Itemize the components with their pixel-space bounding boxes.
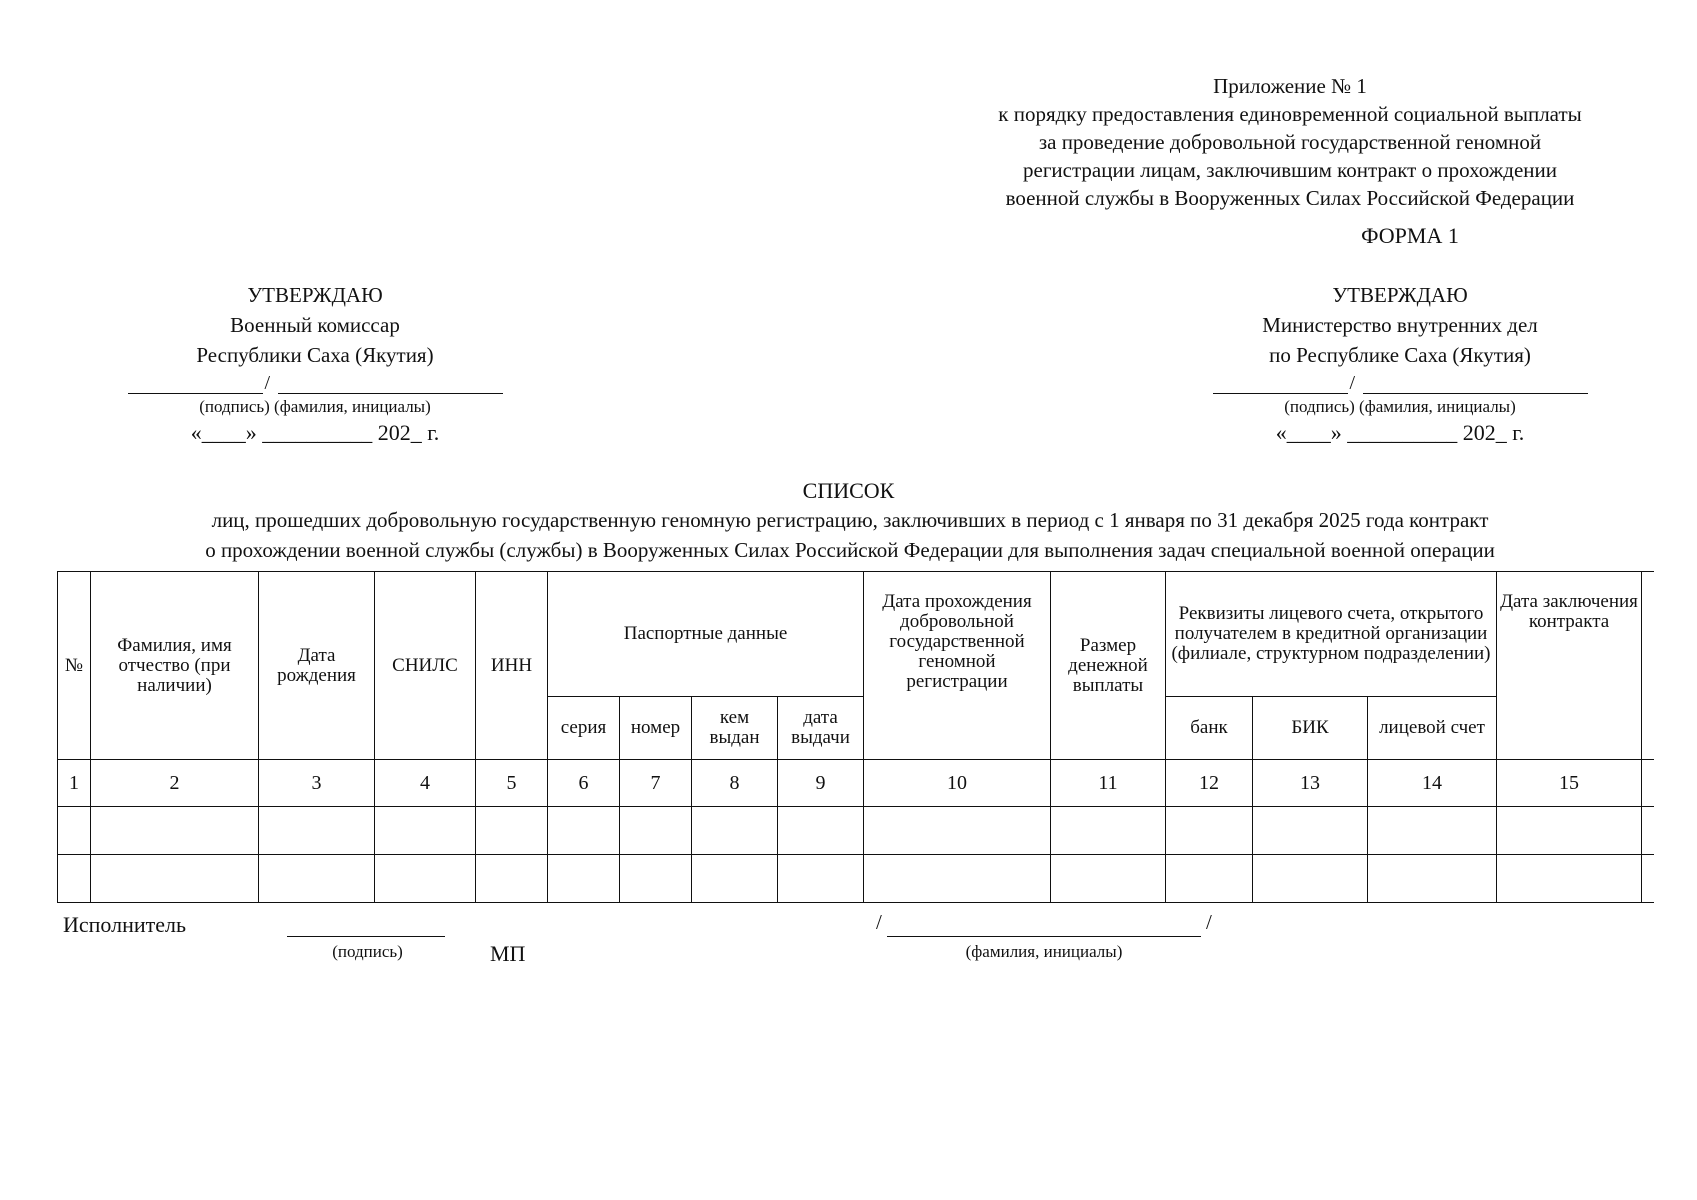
table-cell-extra: [1642, 855, 1654, 903]
col-header-no: №: [58, 572, 91, 760]
column-number: 5: [476, 760, 548, 807]
col-header-account: лицевой счет: [1368, 697, 1497, 760]
executor-signature-caption: (подпись): [332, 942, 403, 961]
col-header-fio: Фамилия, имя отчество (при наличии): [91, 572, 259, 760]
col-header-issue-date: дата выдачи: [778, 697, 864, 760]
stamp-label: МП: [490, 941, 526, 966]
col-header-amount: Размер денежной выплаты: [1051, 572, 1166, 760]
approval-organization: по Республике Саха (Якутия): [1269, 343, 1531, 367]
col-header-inn: ИНН: [476, 572, 548, 760]
table-cell[interactable]: [620, 807, 692, 855]
column-number: 11: [1051, 760, 1166, 807]
col-header-extra: [1642, 572, 1654, 760]
form-label: ФОРМА 1: [1361, 223, 1459, 248]
table-cell[interactable]: [548, 855, 620, 903]
approval-word: УТВЕРЖДАЮ: [1332, 283, 1468, 307]
appendix-line: военной службы в Вооруженных Силах Российской Федерации: [1005, 186, 1575, 210]
col-header-bik: БИК: [1253, 697, 1368, 760]
executor-name-caption: (фамилия, инициалы): [965, 942, 1123, 961]
executor-signature-line[interactable]: [287, 936, 445, 937]
signature-line: /: [1213, 370, 1588, 396]
table-cell[interactable]: [91, 807, 259, 855]
table-cell[interactable]: [692, 807, 778, 855]
approval-position: Министерство внутренних дел: [1262, 313, 1538, 337]
table-cell[interactable]: [1368, 855, 1497, 903]
table-cell[interactable]: [1497, 807, 1642, 855]
appendix-line: Приложение № 1: [1213, 74, 1367, 98]
table-cell[interactable]: [375, 855, 476, 903]
column-number: 14: [1368, 760, 1497, 807]
table-cell[interactable]: [864, 807, 1051, 855]
col-header-passport: Паспортные данные: [548, 572, 864, 697]
col-header-snils: СНИЛС: [375, 572, 476, 760]
approval-organization: Республики Саха (Якутия): [196, 343, 434, 367]
signature-line: /: [128, 370, 503, 396]
table-cell[interactable]: [58, 807, 91, 855]
table-cell[interactable]: [1166, 807, 1253, 855]
table-cell[interactable]: [476, 807, 548, 855]
name-slash: /: [876, 910, 882, 934]
table-cell[interactable]: [1497, 855, 1642, 903]
approval-block-ministry: [1190, 280, 1610, 448]
table-cell[interactable]: [778, 855, 864, 903]
executor-label: Исполнитель: [63, 912, 187, 937]
appendix-line: к порядку предоставления единовременной социальной выплаты: [998, 102, 1582, 126]
column-number: 10: [864, 760, 1051, 807]
signature-caption: (подпись) (фамилия, инициалы): [199, 397, 431, 416]
signature-caption: (подпись) (фамилия, инициалы): [1284, 397, 1516, 416]
appendix-line: регистрации лицам, заключившим контракт о прохождении: [1023, 158, 1557, 182]
col-header-genome-date: Дата прохождения добровольной государственной геномной регистрации: [864, 572, 1051, 760]
table-row: [58, 807, 1654, 855]
table-cell[interactable]: [1166, 855, 1253, 903]
table-cell[interactable]: [1368, 807, 1497, 855]
table-cell[interactable]: [1253, 855, 1368, 903]
column-number: 15: [1497, 760, 1642, 807]
name-slash: /: [1206, 910, 1212, 934]
table-column-numbers-row: [58, 760, 1654, 807]
appendix-header: [900, 72, 1680, 212]
table-cell[interactable]: [58, 855, 91, 903]
table-cell[interactable]: [1051, 855, 1166, 903]
table-cell[interactable]: [375, 807, 476, 855]
table-cell[interactable]: [778, 807, 864, 855]
list-title: СПИСОК: [802, 478, 895, 503]
table-cell[interactable]: [259, 855, 375, 903]
col-header-account-requisites: Реквизиты лицевого счета, открытого получателем в кредитной организации (филиале, структурном подразделении): [1166, 572, 1497, 697]
list-subtitle-line: лиц, прошедших добровольную государственную геномную регистрацию, заключивших в период с 1 января по 31 декабря 2025 года контракт: [211, 508, 1489, 532]
approval-date: «____» __________ 202_ г.: [190, 420, 440, 445]
col-header-birth: Дата рождения: [259, 572, 375, 760]
table-cell[interactable]: [620, 855, 692, 903]
column-number: 13: [1253, 760, 1368, 807]
table-cell[interactable]: [692, 855, 778, 903]
approval-position: Военный комиссар: [230, 313, 400, 337]
appendix-line: за проведение добровольной государственной геномной: [1038, 130, 1542, 154]
col-header-contract-date: Дата заключения контракта: [1497, 572, 1642, 760]
table-cell[interactable]: [864, 855, 1051, 903]
table-cell-extra: [1642, 807, 1654, 855]
column-number: 9: [778, 760, 864, 807]
table-cell[interactable]: [1253, 807, 1368, 855]
table-cell-extra: [1642, 760, 1654, 807]
column-number: 2: [91, 760, 259, 807]
table-cell[interactable]: [259, 807, 375, 855]
column-number: 12: [1166, 760, 1253, 807]
col-header-bank: банк: [1166, 697, 1253, 760]
approval-word: УТВЕРЖДАЮ: [247, 283, 383, 307]
table-row: [58, 855, 1654, 903]
col-header-seria: серия: [548, 697, 620, 760]
registry-table: [57, 571, 1654, 903]
executor-name-line[interactable]: [887, 936, 1201, 937]
approval-block-military-commissar: [105, 280, 525, 448]
table-header-row: [58, 572, 1654, 697]
column-number: 8: [692, 760, 778, 807]
column-number: 3: [259, 760, 375, 807]
list-subtitle: [40, 505, 1660, 565]
col-header-nomer: номер: [620, 697, 692, 760]
col-header-issued-by: кем выдан: [692, 697, 778, 760]
column-number: 6: [548, 760, 620, 807]
table-cell[interactable]: [476, 855, 548, 903]
column-number: 4: [375, 760, 476, 807]
table-cell[interactable]: [91, 855, 259, 903]
list-subtitle-line: о прохождении военной службы (службы) в Вооруженных Силах Российской Федерации для выполнения задач специальной военной операции: [205, 538, 1495, 562]
column-number: 1: [58, 760, 91, 807]
column-number: 7: [620, 760, 692, 807]
table-cell[interactable]: [1051, 807, 1166, 855]
table-cell[interactable]: [548, 807, 620, 855]
approval-date: «____» __________ 202_ г.: [1275, 420, 1525, 445]
